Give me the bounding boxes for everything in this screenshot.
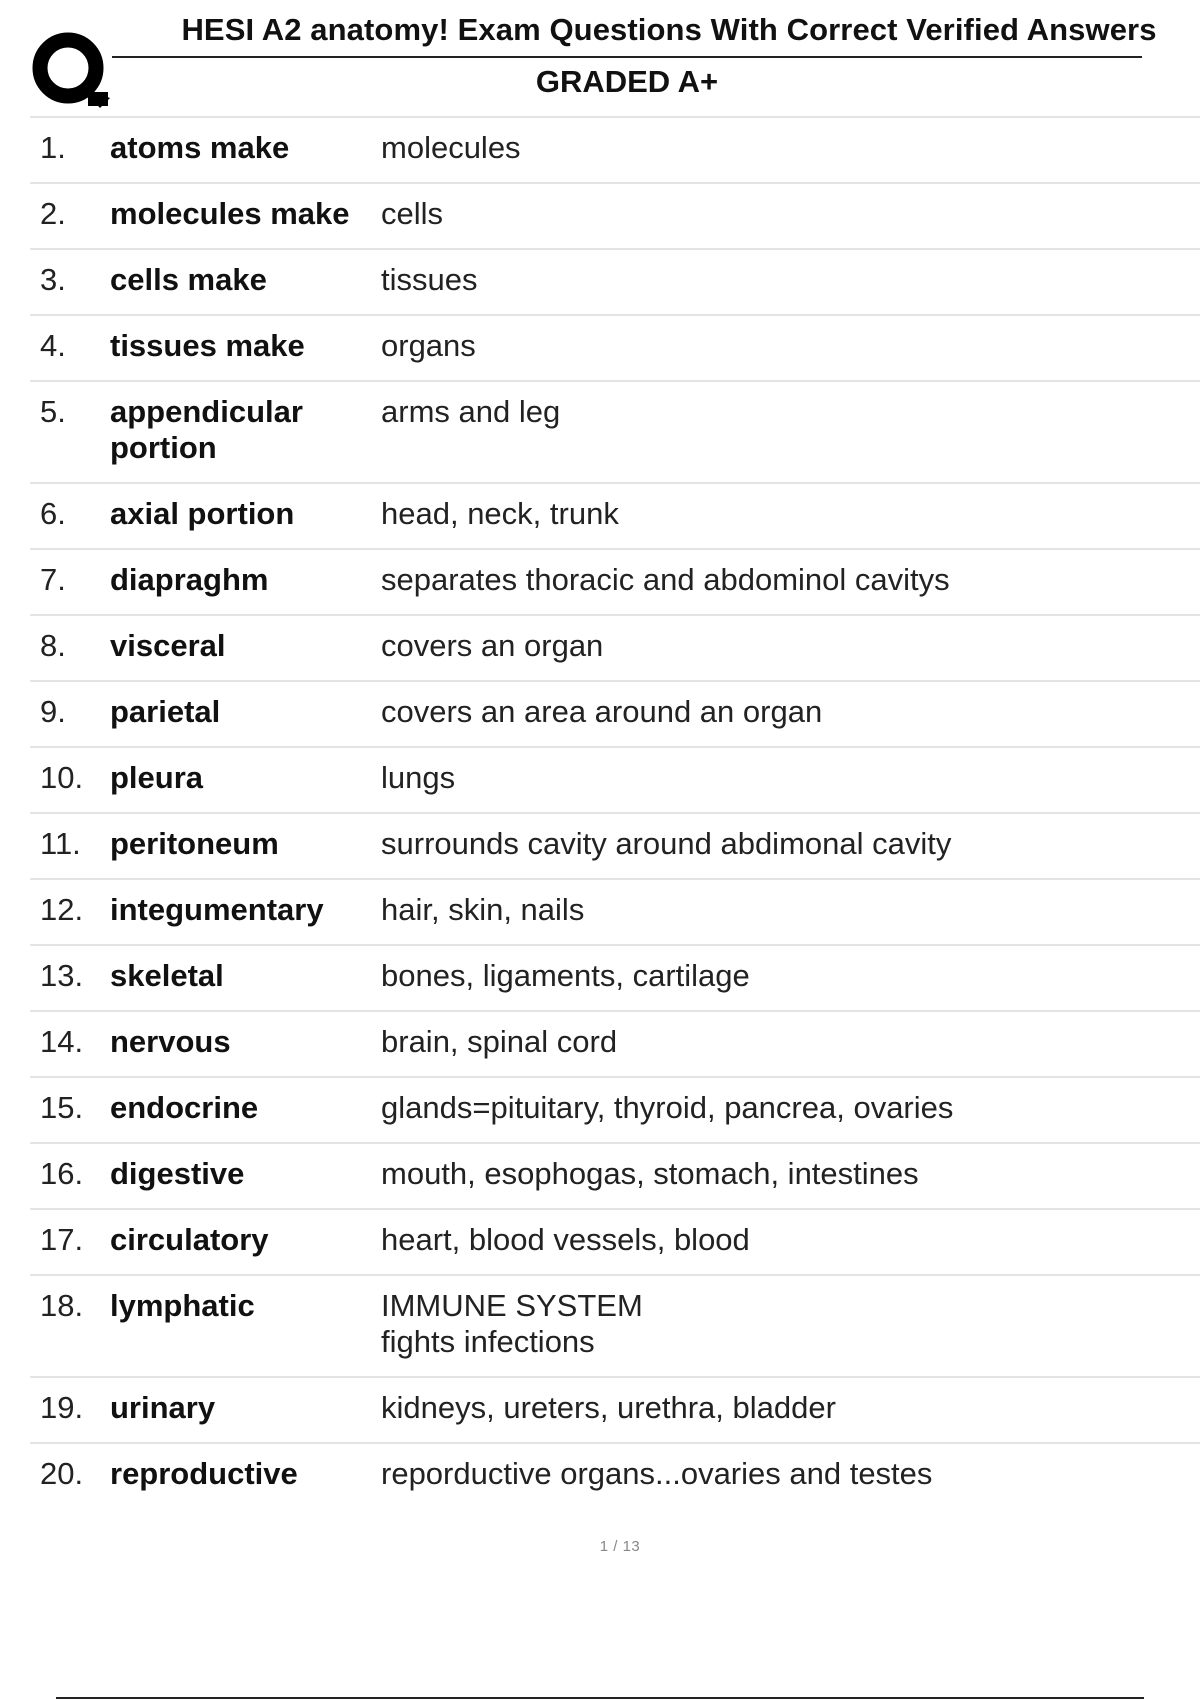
item-number: 12. — [40, 892, 84, 927]
item-term: diapraghm — [110, 562, 269, 597]
item-term: digestive — [110, 1156, 245, 1191]
definition-line: head, neck, trunk — [381, 496, 619, 531]
page-indicator: 1 / 13 — [599, 1538, 641, 1555]
item-term: skeletal — [110, 958, 224, 993]
item-definition — [381, 130, 1200, 166]
qa-row — [30, 614, 1200, 680]
item-definition — [381, 628, 1200, 664]
item-term: visceral — [110, 628, 226, 663]
definition-line: surrounds cavity around abdimonal cavity — [381, 826, 952, 861]
definition-line: IMMUNE SYSTEM — [381, 1288, 643, 1323]
definition-line: reporductive organs...ovaries and testes — [381, 1456, 933, 1491]
item-number: 10. — [40, 760, 84, 795]
qa-row — [30, 182, 1200, 248]
item-definition — [381, 760, 1200, 796]
definition-line: bones, ligaments, cartilage — [381, 958, 750, 993]
qa-row — [30, 380, 1200, 482]
definition-line: tissues — [381, 262, 478, 297]
item-term: integumentary — [110, 892, 324, 927]
item-term: cells make — [110, 262, 267, 297]
qa-row — [30, 944, 1200, 1010]
item-term: appendicular portion — [110, 394, 303, 465]
item-number: 9. — [40, 694, 66, 729]
qa-row — [30, 1208, 1200, 1274]
item-number: 7. — [40, 562, 66, 597]
item-definition — [381, 562, 1200, 598]
definition-line: cells — [381, 196, 444, 231]
q-logo-icon — [30, 30, 112, 112]
item-definition — [381, 196, 1200, 232]
definition-line: covers an area around an organ — [381, 694, 823, 729]
item-number: 14. — [40, 1024, 84, 1059]
item-definition — [381, 958, 1200, 994]
item-number: 11. — [40, 826, 81, 861]
document-title: HESI A2 anatomy! Exam Questions With Correct Verified Answers — [181, 12, 1157, 47]
item-number: 8. — [40, 628, 66, 663]
item-term: circulatory — [110, 1222, 269, 1257]
definition-line: kidneys, ureters, urethra, bladder — [381, 1390, 836, 1425]
qa-row — [30, 1442, 1200, 1508]
definition-line: fights infections — [381, 1324, 595, 1359]
title-divider — [112, 56, 1142, 58]
document-subtitle: GRADED A+ — [535, 64, 719, 99]
definition-line: brain, spinal cord — [381, 1024, 618, 1059]
item-definition — [381, 694, 1200, 730]
qa-row — [30, 314, 1200, 380]
definition-line: separates thoracic and abdominol cavitys — [381, 562, 950, 597]
qa-row — [30, 548, 1200, 614]
qa-row — [30, 1076, 1200, 1142]
item-term: peritoneum — [110, 826, 279, 861]
item-term: molecules make — [110, 196, 350, 231]
item-definition — [381, 328, 1200, 364]
item-number: 19. — [40, 1390, 84, 1425]
item-number: 15. — [40, 1090, 84, 1125]
item-number: 16. — [40, 1156, 84, 1191]
definition-line: mouth, esophogas, stomach, intestines — [381, 1156, 919, 1191]
item-definition — [381, 1156, 1200, 1192]
item-term: lymphatic — [110, 1288, 255, 1323]
qa-row — [30, 812, 1200, 878]
item-definition — [381, 1222, 1200, 1258]
item-number: 17. — [40, 1222, 84, 1257]
item-term: pleura — [110, 760, 204, 795]
item-number: 3. — [40, 262, 66, 297]
definition-line: heart, blood vessels, blood — [381, 1222, 750, 1257]
qa-row — [30, 1274, 1200, 1376]
item-term: tissues make — [110, 328, 305, 363]
item-definition — [381, 1456, 1200, 1492]
item-number: 4. — [40, 328, 66, 363]
item-term: parietal — [110, 694, 221, 729]
definition-line: covers an organ — [381, 628, 604, 663]
definition-line: glands=pituitary, thyroid, pancrea, ovaries — [381, 1090, 954, 1125]
qa-row — [30, 746, 1200, 812]
item-term: atoms make — [110, 130, 290, 165]
item-number: 5. — [40, 394, 66, 429]
qa-row — [30, 1376, 1200, 1442]
qa-row — [30, 1142, 1200, 1208]
qa-row — [30, 878, 1200, 944]
item-number: 20. — [40, 1456, 84, 1491]
item-definition — [381, 1390, 1200, 1426]
item-number: 13. — [40, 958, 84, 993]
definition-line: hair, skin, nails — [381, 892, 585, 927]
item-term: endocrine — [110, 1090, 259, 1125]
item-term: urinary — [110, 1390, 216, 1425]
item-definition — [381, 826, 1200, 862]
item-term: axial portion — [110, 496, 295, 531]
item-definition — [381, 1024, 1200, 1060]
qa-row — [30, 680, 1200, 746]
definition-line: lungs — [381, 760, 456, 795]
item-definition — [381, 1090, 1200, 1126]
qa-list — [30, 116, 1200, 1508]
item-term: reproductive — [110, 1456, 298, 1491]
item-definition — [381, 892, 1200, 928]
qa-row — [30, 248, 1200, 314]
item-definition — [381, 262, 1200, 298]
item-definition — [381, 496, 1200, 532]
qa-row — [30, 482, 1200, 548]
definition-line: organs — [381, 328, 476, 363]
item-number: 2. — [40, 196, 66, 231]
item-number: 1. — [40, 130, 66, 165]
item-term: nervous — [110, 1024, 231, 1059]
definition-line: arms and leg — [381, 394, 561, 429]
item-definition — [381, 394, 1200, 466]
qa-row — [30, 116, 1200, 182]
item-number: 18. — [40, 1288, 84, 1323]
footer-divider — [56, 1697, 1144, 1699]
item-definition — [381, 1288, 1200, 1360]
definition-line: molecules — [381, 130, 521, 165]
item-number: 6. — [40, 496, 66, 531]
qa-row — [30, 1010, 1200, 1076]
